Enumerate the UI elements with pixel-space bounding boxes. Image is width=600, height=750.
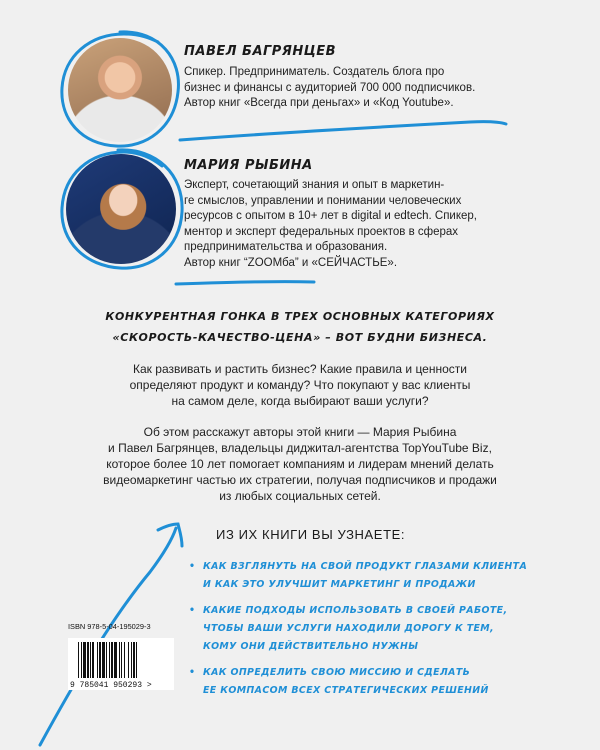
barcode-bar bbox=[109, 642, 110, 678]
photo-circle-stroke-2 bbox=[62, 150, 182, 268]
bio-line: Спикер. Предприниматель. Создатель блога про bbox=[184, 66, 445, 78]
barcode-bar bbox=[83, 642, 86, 678]
author-name-pavel: ПАВЕЛ БАГРЯНЦЕВ bbox=[184, 44, 337, 59]
barcode-bar bbox=[81, 642, 82, 678]
bullet-dot-icon: • bbox=[189, 561, 196, 572]
bio-line: ментор и эксперт федеральных проектов в сферах bbox=[184, 225, 459, 238]
barcode-bar bbox=[119, 642, 120, 678]
barcode-bar bbox=[87, 642, 89, 678]
barcode-bars bbox=[78, 642, 174, 678]
barcode-bar bbox=[106, 642, 107, 678]
bio-line: Автор книг “ZOOMба” и «СЕЙЧАСТЬЕ». bbox=[184, 256, 398, 269]
isbn-label: ISBN 978-5-04-195029-3 bbox=[68, 622, 151, 631]
bio-line: Автор книг «Всегда при деньгах» и «Код Youtube». bbox=[184, 97, 454, 109]
bullet-item bbox=[189, 558, 528, 594]
bullet-line: ЕЕ КОМПАСОМ ВСЕХ СТРАТЕГИЧЕСКИХ РЕШЕНИЙ bbox=[203, 685, 489, 696]
barcode-bar bbox=[90, 642, 91, 678]
learn-section-title: ИЗ ИХ КНИГИ ВЫ УЗНАЕТЕ: bbox=[216, 527, 406, 542]
intro-paragraph bbox=[80, 361, 520, 409]
brush-stroke-arrow bbox=[40, 528, 176, 745]
barcode-bar bbox=[78, 642, 79, 678]
paragraph-line: из любых социальных сетей. bbox=[219, 489, 381, 503]
bio-line: бизнес и финансы с аудиторией 700 000 подписчиков. bbox=[184, 81, 476, 94]
bio-line: ресурсов с опытом в 10+ лет в digital и edtech. Спикер, bbox=[184, 210, 477, 222]
paragraph-line: Об этом расскажут авторы этой книги — Мария Рыбина bbox=[143, 425, 457, 439]
bullet-line: КОМУ ОНИ ДЕЙСТВИТЕЛЬНО НУЖНЫ bbox=[203, 641, 419, 652]
barcode-bar bbox=[99, 642, 101, 678]
barcode-bar bbox=[97, 642, 98, 678]
brush-stroke-1 bbox=[180, 122, 506, 140]
paragraph-line: и Павел Багрянцев, владельцы диджитал-агентства TopYouTube Biz, bbox=[108, 441, 492, 455]
bullet-line: ЧТОБЫ ВАШИ УСЛУГИ НАХОДИЛИ ДОРОГУ К ТЕМ, bbox=[203, 623, 494, 634]
headline bbox=[90, 306, 510, 348]
barcode-bar bbox=[131, 642, 132, 678]
brush-stroke-2 bbox=[176, 282, 314, 284]
bullet-line: КАКИЕ ПОДХОДЫ ИСПОЛЬЗОВАТЬ В СВОЕЙ РАБОТЕ, bbox=[203, 605, 508, 616]
authors-paragraph bbox=[80, 424, 520, 504]
bullet-line: И КАК ЭТО УЛУЧШИТ МАРКЕТИНГ И ПРОДАЖИ bbox=[203, 579, 476, 590]
bullet-line: КАК ОПРЕДЕЛИТЬ СВОЮ МИССИЮ И СДЕЛАТЬ bbox=[203, 667, 471, 678]
bullet-dot-icon: • bbox=[189, 667, 196, 678]
barcode-bar bbox=[136, 642, 137, 678]
bio-line: предпринимательства и образования. bbox=[184, 241, 388, 253]
barcode-bar bbox=[128, 642, 129, 678]
barcode-bar bbox=[133, 642, 135, 678]
headline-line: «СКОРОСТЬ-КАЧЕСТВО-ЦЕНА» – ВОТ БУДНИ БИЗНЕСА. bbox=[112, 331, 488, 344]
author-bio-maria bbox=[184, 178, 477, 271]
paragraph-line: Как развивать и растить бизнес? Какие правила и ценности bbox=[133, 362, 467, 376]
barcode-bar bbox=[114, 642, 117, 678]
barcode-bar bbox=[121, 642, 122, 678]
barcode-number: 9 785041 950293 > bbox=[70, 681, 152, 690]
bullet-item bbox=[189, 602, 508, 656]
headline-line: КОНКУРЕНТНАЯ ГОНКА В ТРЕХ ОСНОВНЫХ КАТЕГОРИЯХ bbox=[105, 310, 495, 323]
photo-circle-stroke-1 bbox=[62, 32, 179, 146]
paragraph-line: которое более 10 лет помогает компаниям и лидерам мнений делать bbox=[106, 457, 494, 471]
bullet-line: КАК ВЗГЛЯНУТЬ НА СВОЙ ПРОДУКТ ГЛАЗАМИ КЛИЕНТА bbox=[203, 561, 528, 572]
author-name-maria: МАРИЯ РЫБИНА bbox=[184, 158, 313, 173]
barcode-bar bbox=[102, 642, 105, 678]
bullet-dot-icon: • bbox=[189, 605, 196, 616]
paragraph-line: на самом деле, когда выбирают ваши услуги? bbox=[171, 394, 429, 408]
paragraph-line: видеомаркетинг частью их стратегии, получая подписчиков и продажи bbox=[103, 473, 497, 487]
author-bio-pavel bbox=[184, 65, 475, 112]
bullet-item bbox=[189, 664, 489, 700]
barcode-bar bbox=[92, 642, 94, 678]
bio-line: ге смыслов, управлении и понимании человеческих bbox=[184, 194, 462, 207]
bio-line: Эксперт, сочетающий знания и опыт в маркетин- bbox=[184, 179, 445, 191]
paragraph-line: определяют продукт и команду? Что покупают у вас клиенты bbox=[129, 378, 471, 392]
barcode-bar bbox=[111, 642, 113, 678]
barcode-bar bbox=[124, 642, 125, 678]
